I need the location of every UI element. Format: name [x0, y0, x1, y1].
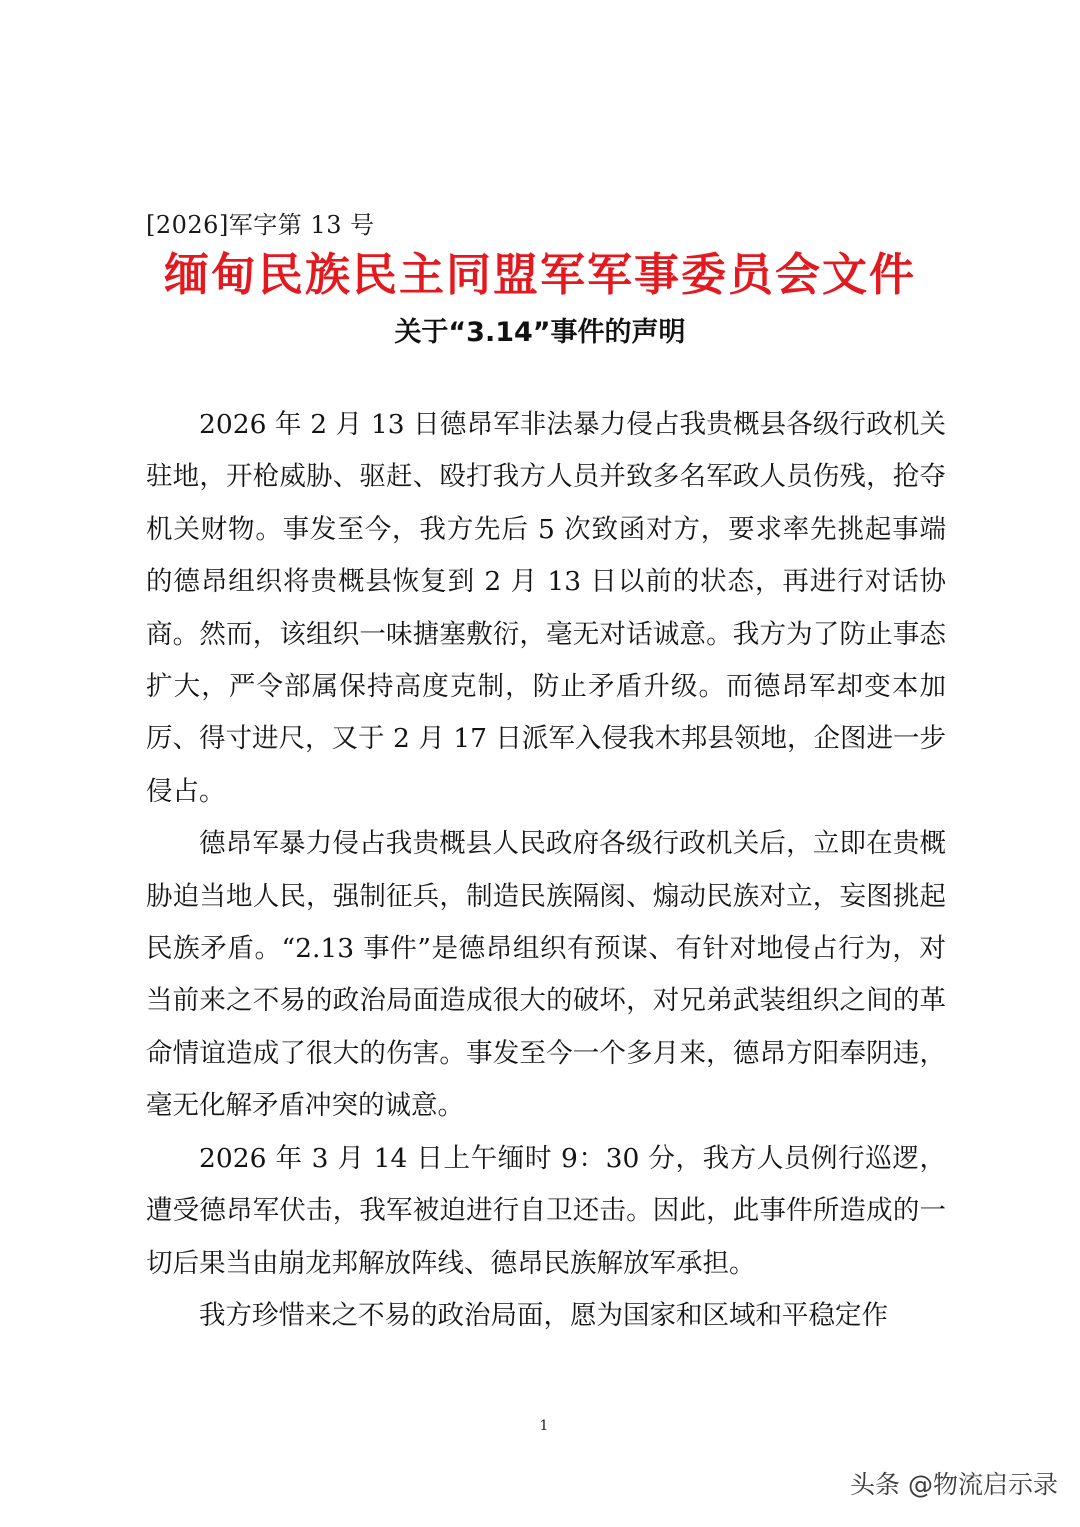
paragraph: 2026 年 3 月 14 日上午缅时 9：30 分，我方人员例行巡逻，遭受德昂军伏击，我军被迫进行自卫还击。因此，此事件所造成的一切后果当由崩龙邦解放阵线、德昂民族解放军承担。	[146, 1142, 946, 1279]
paragraph: 2026 年 2 月 13 日德昂军非法暴力侵占我贵概县各级行政机关驻地，开枪威胁、驱赶、殴打我方人员并致多名军政人员伤残，抢夺机关财物。事发至今，我方先后 5 次致函对方，要求率先挑起事端的德昂组织将贵概县恢复到 2 月 13 日以前的状态，再进行对话协商。然而，该组织一味搪塞敷衍，毫无对话诚意。我方为了防止事态扩大，严令部属保持高度克制，防止矛盾升级。而德昂军却变本加厉、得寸进尺，又于 2 月 17 日派军入侵我木邦县领地，企图进一步侵占。	[146, 409, 946, 807]
document-number: [2026]军字第 13 号	[146, 211, 375, 239]
paragraph: 德昂军暴力侵占我贵概县人民政府各级行政机关后，立即在贵概胁迫当地人民，强制征兵，制造民族隔阂、煽动民族对立，妄图挑起民族矛盾。“2.13 事件”是德昂组织有预谋、有针对地侵占行为，对当前来之不易的政治局面造成很大的破坏，对兄弟武装组织之间的革命情谊造成了很大的伤害。事发至今一个多月来，德昂方阳奉阴违，毫无化解矛盾冲突的诚意。	[146, 828, 946, 1122]
document-header: 缅甸民族民主同盟军军事委员会文件	[163, 248, 916, 301]
paragraph: 我方珍惜来之不易的政治局面，愿为国家和区域和平稳定作	[199, 1299, 888, 1331]
watermark: 头条 @物流启示录	[850, 1470, 1058, 1499]
document-title: 关于“3.14”事件的声明	[394, 317, 686, 348]
page-number: 1	[539, 1418, 549, 1434]
document-body	[146, 399, 946, 1342]
